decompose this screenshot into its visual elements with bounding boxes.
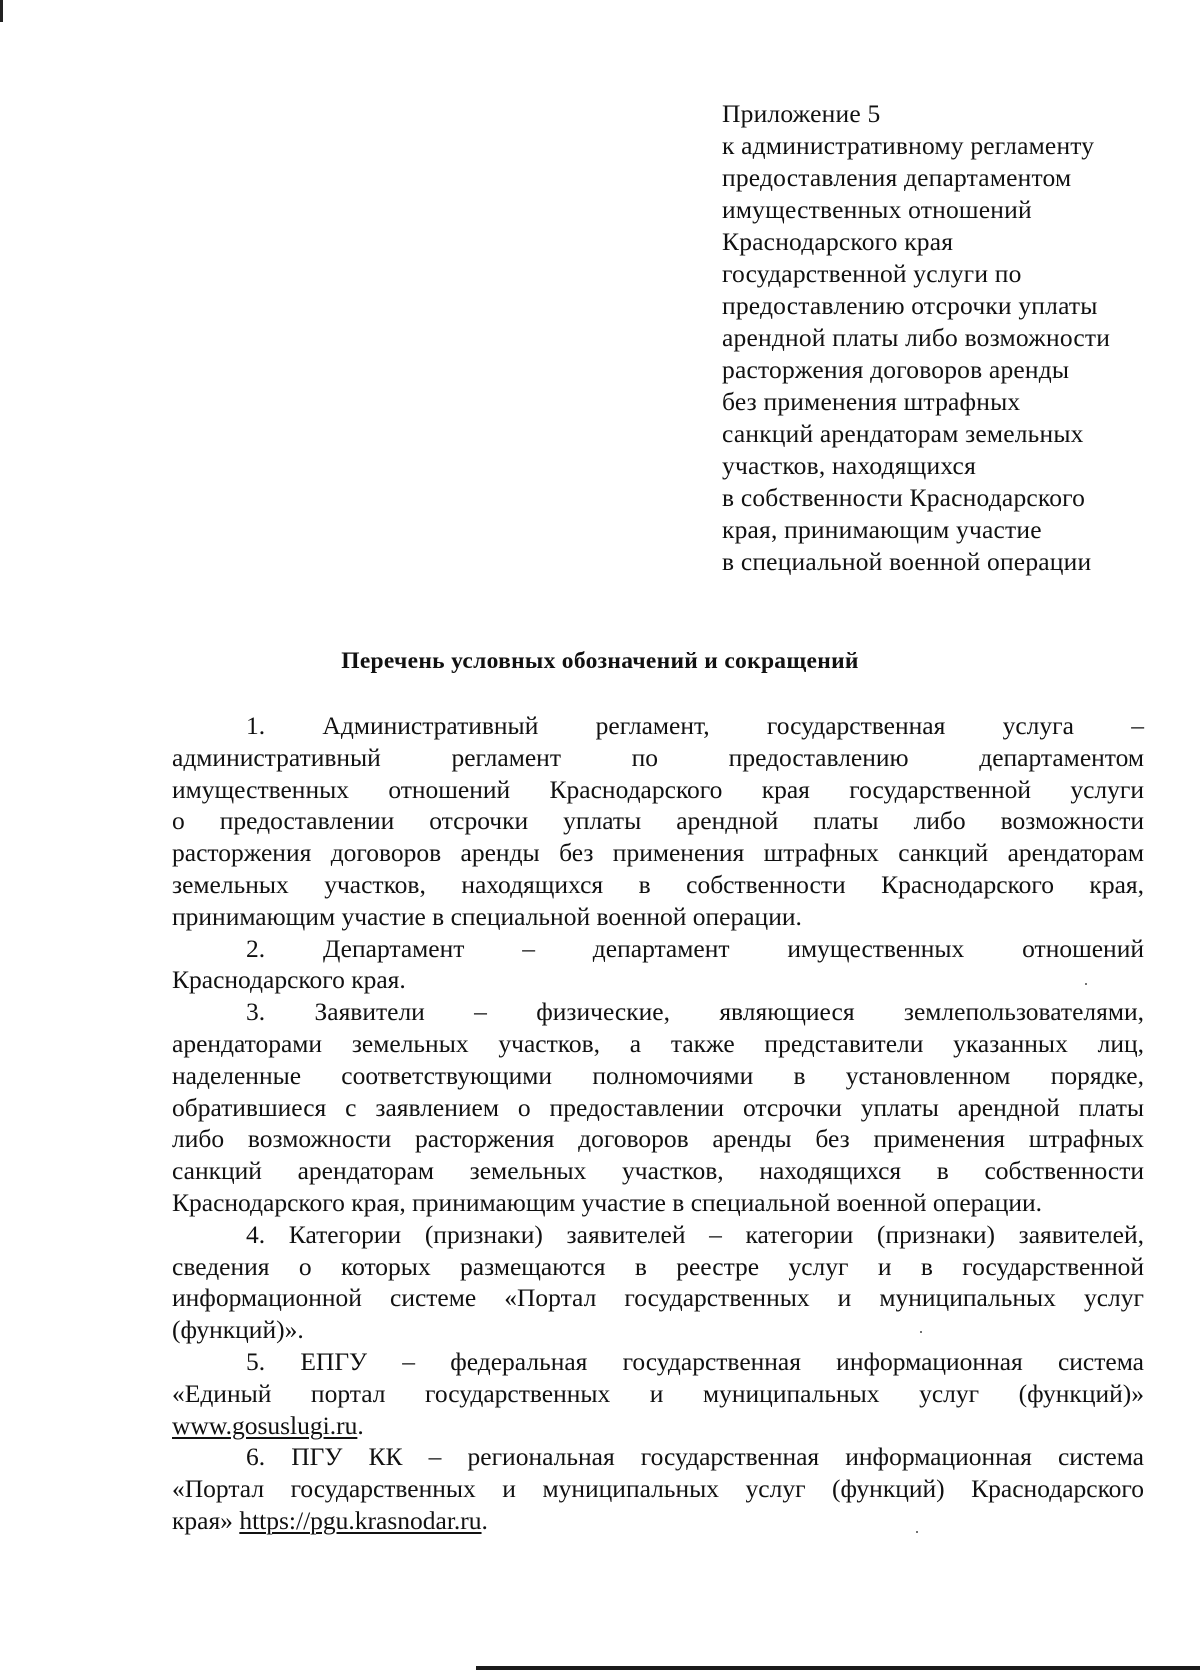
definition-item-1 xyxy=(172,710,1144,933)
text-line xyxy=(172,1410,1144,1442)
text-line: арендаторами земельных участков, а также представители указанных лиц, xyxy=(172,1028,1144,1058)
definition-item-4 xyxy=(172,1219,1144,1346)
text-line: административный регламент по предоставлению департаментом xyxy=(172,742,1144,772)
text-line xyxy=(172,1505,1144,1537)
link-trailing-period: . xyxy=(481,1505,488,1535)
appendix-line: предоставления департаментом xyxy=(722,163,1072,192)
text-line: расторжения договоров аренды без применения штрафных санкций арендаторам xyxy=(172,838,1144,868)
document-title: Перечень условных обозначений и сокращений xyxy=(341,648,859,674)
text-line: 4. Категории (признаки) заявителей – категории (признаки) заявителей, xyxy=(246,1219,1144,1249)
text-line: (функций)». xyxy=(172,1315,304,1345)
text-line: имущественных отношений Краснодарского края государственной услуги xyxy=(172,774,1144,804)
text-line: 2. Департамент – департамент имущественных отношений xyxy=(246,933,1144,963)
appendix-line: участков, находящихся xyxy=(722,451,976,480)
appendix-line: санкций арендаторам земельных xyxy=(722,419,1084,448)
definitions-list xyxy=(172,710,1144,1537)
appendix-line: Краснодарского края xyxy=(722,227,954,256)
definition-item-6 xyxy=(172,1441,1144,1536)
definition-item-5 xyxy=(172,1346,1144,1441)
text-line: земельных участков, находящихся в собственности Краснодарского края, xyxy=(172,869,1144,899)
scan-speck xyxy=(1085,983,1087,985)
appendix-line: в специальной военной операции xyxy=(722,547,1092,576)
appendix-line: государственной услуги по xyxy=(722,259,1022,288)
text-line: «Портал государственных и муниципальных услуг (функций) Краснодарского xyxy=(172,1474,1144,1504)
link-trailing-period: . xyxy=(357,1410,364,1440)
text-line: 1. Административный регламент, государственная услуга – xyxy=(246,711,1144,740)
text-line: наделенные соответствующими полномочиями в установленном порядке, xyxy=(172,1060,1144,1090)
scan-edge-mark xyxy=(0,0,3,22)
text-line: 6. ПГУ КК – региональная государственная информационная система xyxy=(246,1442,1144,1472)
pgu-krasnodar-link[interactable]: https://pgu.krasnodar.ru xyxy=(239,1505,482,1535)
text-line: санкций арендаторам земельных участков, находящихся в собственности xyxy=(172,1156,1144,1186)
appendix-line: Приложение 5 xyxy=(722,99,881,128)
appendix-line: без применения штрафных xyxy=(722,387,1021,416)
appendix-line: к административному регламенту xyxy=(722,131,1095,160)
definition-item-3 xyxy=(172,996,1144,1219)
text-line: 3. Заявители – физические, являющиеся землепользователями, xyxy=(246,997,1144,1027)
text-line: сведения о которых размещаются в реестре услуг и в государственной xyxy=(172,1251,1144,1281)
text-line: о предоставлении отсрочки уплаты арендной платы либо возможности xyxy=(172,806,1144,836)
appendix-line: имущественных отношений xyxy=(722,195,1032,224)
definition-item-2 xyxy=(172,933,1144,997)
text-line: Краснодарского края. xyxy=(172,965,406,995)
text-line: информационной системе «Портал государственных и муниципальных услуг xyxy=(172,1283,1144,1313)
scan-speck xyxy=(916,1531,918,1533)
appendix-line: в собственности Краснодарского xyxy=(722,483,1086,512)
text-line: либо возможности расторжения договоров аренды без применения штрафных xyxy=(172,1124,1144,1154)
appendix-line: предоставлению отсрочки уплаты xyxy=(722,291,1098,320)
text-fragment: края» xyxy=(172,1505,240,1535)
scan-speck xyxy=(920,1331,922,1333)
gosuslugi-link[interactable]: www.gosuslugi.ru xyxy=(172,1410,358,1440)
appendix-header xyxy=(722,98,1192,578)
text-line: «Единый портал государственных и муниципальных услуг (функций)» xyxy=(172,1378,1144,1408)
appendix-line: края, принимающим участие xyxy=(722,515,1042,544)
bottom-rule xyxy=(476,1666,1200,1670)
text-line: принимающим участие в специальной военной операции. xyxy=(172,901,802,931)
appendix-line: расторжения договоров аренды xyxy=(722,355,1070,384)
text-line: 5. ЕПГУ – федеральная государственная информационная система xyxy=(246,1346,1144,1376)
appendix-line: арендной платы либо возможности xyxy=(722,323,1111,352)
text-line: Краснодарского края, принимающим участие в специальной военной операции. xyxy=(172,1187,1043,1217)
text-line: обратившиеся с заявлением о предоставлении отсрочки уплаты арендной платы xyxy=(172,1092,1144,1122)
